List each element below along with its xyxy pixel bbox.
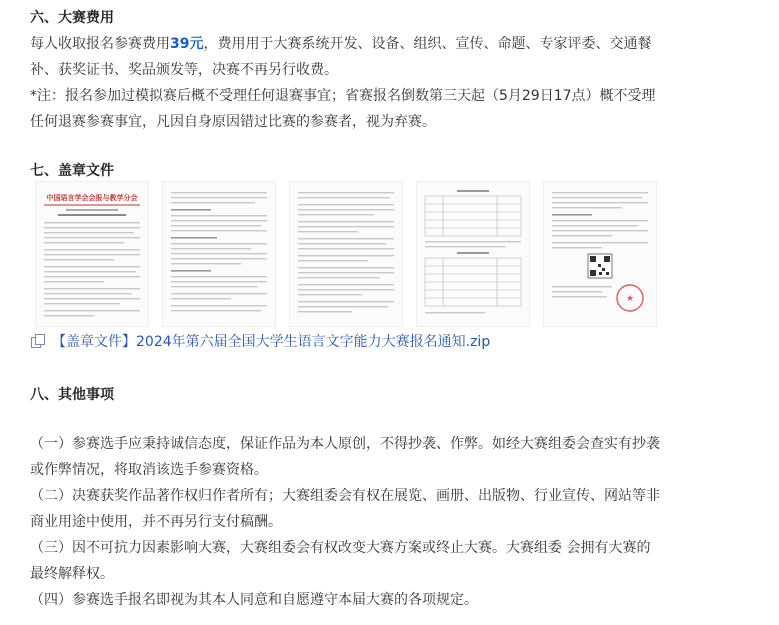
note-line-2: 任何退赛参赛事宜，凡因自身原因错过比赛的参赛者，视为弃赛。 bbox=[30, 114, 436, 130]
document-thumbnail-page-3[interactable] bbox=[290, 182, 402, 326]
rule-line-7: （四）参赛选手报名即视为其本人同意和自愿遵守本届大赛的各项规定。 bbox=[30, 592, 478, 608]
fee-text-a: 每人收取报名参赛费用 bbox=[30, 36, 170, 52]
note-line-1: *注：报名参加过模拟赛后概不受理任何退赛事宜；省赛报名倒数第三天起（5月29日17点）概不受理 bbox=[30, 88, 656, 104]
section-7-heading: 七、盖章文件 bbox=[30, 163, 114, 179]
rule-line-2: 或作弊情况，将取消该选手参赛资格。 bbox=[30, 462, 268, 478]
document-thumbnail-page-5[interactable] bbox=[544, 182, 656, 326]
rule-line-4: 商业用途中使用，并不再另行支付稿酬。 bbox=[30, 514, 282, 530]
document-thumbnail-page-4[interactable] bbox=[417, 182, 529, 326]
section-6-heading: 六、大赛费用 bbox=[30, 10, 114, 26]
section-6-body bbox=[30, 31, 730, 135]
svg-text:★: ★ bbox=[625, 294, 635, 304]
document-page-2-image bbox=[163, 182, 275, 326]
rule-line-1: （一）参赛选手应秉持诚信态度，保证作品为本人原创，不得抄袭、作弊。如经大赛组委会查实有抄袭 bbox=[30, 436, 660, 452]
qr-code-icon bbox=[588, 254, 612, 278]
document-thumbnail-page-2[interactable] bbox=[163, 182, 275, 326]
doc-header-title: 中国语言学会会报与教学分会 bbox=[46, 194, 138, 202]
rule-line-5: （三）因不可抗力因素影响大赛，大赛组委会有权改变大赛方案或终止大赛。大赛组委 会拥有大赛的 bbox=[30, 540, 651, 556]
document-page-5-image bbox=[544, 182, 656, 326]
document-page-4-image bbox=[417, 182, 529, 326]
section-8-heading: 八、其他事项 bbox=[30, 387, 114, 403]
rule-line-3: （二）决赛获奖作品著作权归作者所有；大赛组委会有权在展览、画册、出版物、行业宣传、网站等非 bbox=[30, 488, 660, 504]
document-page-1-image bbox=[36, 182, 148, 326]
fee-line-1 bbox=[30, 31, 730, 57]
fee-amount: 39元 bbox=[170, 36, 204, 52]
rule-line-6: 最终解释权。 bbox=[30, 566, 114, 582]
copy-files-icon bbox=[30, 333, 46, 349]
stamped-document-thumbnails bbox=[36, 182, 656, 328]
attachment-link-text[interactable]: 【盖章文件】2024年第六届全国大学生语言文字能力大赛报名通知.zip bbox=[52, 334, 491, 350]
document-page-3-image bbox=[290, 182, 402, 326]
section-8-body bbox=[30, 431, 730, 613]
document-thumbnail-page-1[interactable] bbox=[36, 182, 148, 326]
red-seal-stamp-icon bbox=[617, 285, 643, 311]
fee-text-b: ，费用用于大赛系统开发、设备、组织、宣传、命题、专家评委、交通餐 bbox=[203, 36, 652, 52]
attachment-link[interactable] bbox=[30, 330, 490, 352]
fee-line-2: 补、获奖证书、奖品颁发等，决赛不再另行收费。 bbox=[30, 62, 338, 78]
